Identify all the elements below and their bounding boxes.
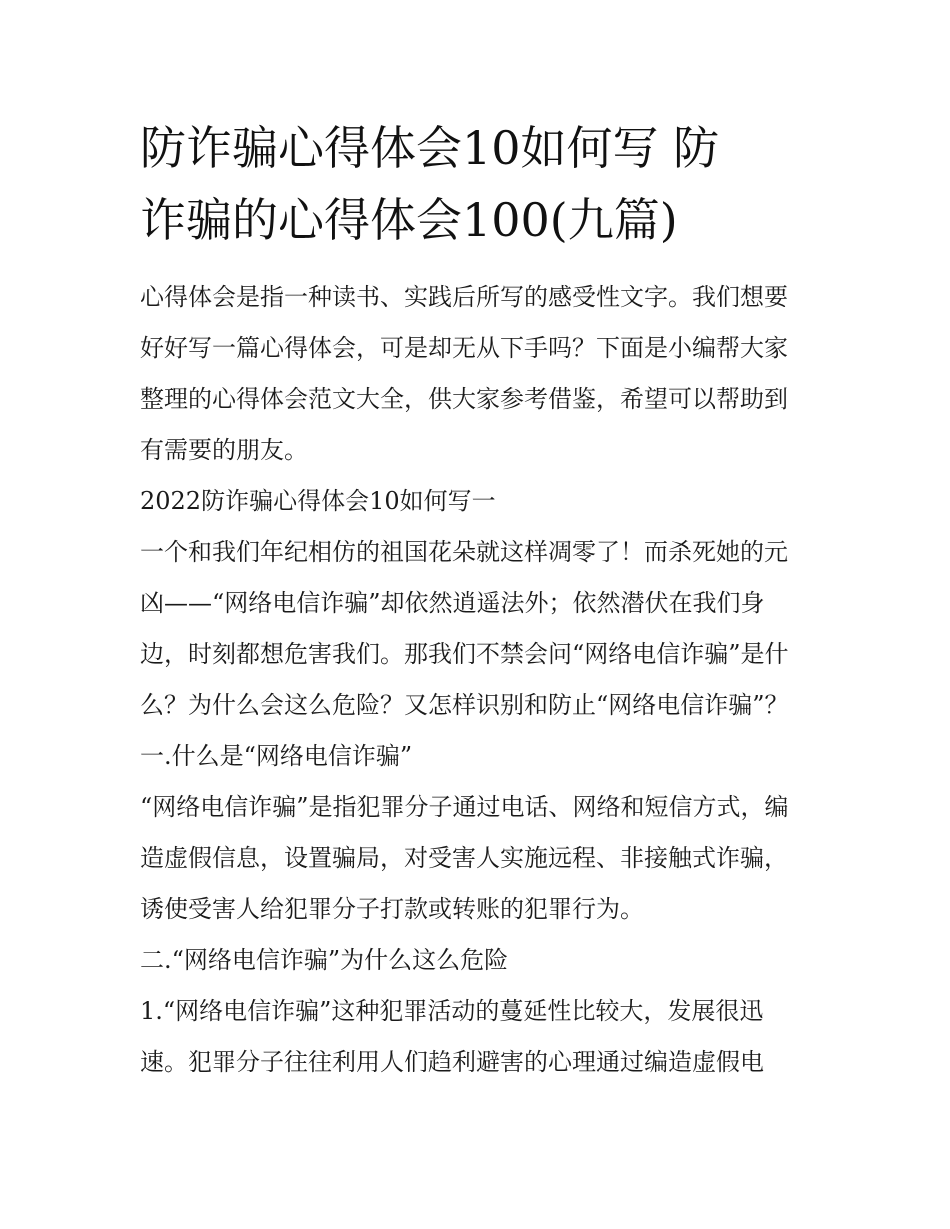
text-line: 有需要的朋友。	[140, 436, 308, 464]
title-line: 防诈骗心得体会10如何写 防	[140, 121, 720, 175]
section-heading: 2022防诈骗心得体会10如何写一	[140, 487, 496, 515]
document-body	[140, 112, 820, 1088]
document-text	[140, 272, 820, 1088]
text-line: 造虚假信息，设置骗局，对受害人实施远程、非接触式诈骗，	[140, 844, 788, 872]
section-heading: 一.什么是“网络电信诈骗”	[140, 742, 413, 770]
text-line: 心得体会是指一种读书、实践后所写的感受性文字。我们想要	[140, 283, 788, 311]
text-line: 整理的心得体会范文大全，供大家参考借鉴，希望可以帮助到	[140, 385, 788, 413]
text-line: 一个和我们年纪相仿的祖国花朵就这样凋零了！而杀死她的元	[140, 538, 788, 566]
text-line: 1.“网络电信诈骗”这种犯罪活动的蔓延性比较大，发展很迅	[140, 997, 764, 1025]
text-line: 好好写一篇心得体会，可是却无从下手吗？下面是小编帮大家	[140, 334, 788, 362]
title-line: 诈骗的心得体会100(九篇)	[140, 193, 678, 247]
document-title	[140, 112, 820, 256]
text-line: “网络电信诈骗”是指犯罪分子通过电话、网络和短信方式，编	[140, 793, 789, 821]
text-line: 边，时刻都想危害我们。那我们不禁会问“网络电信诈骗”是什	[140, 640, 789, 668]
text-line: 凶——“网络电信诈骗”却依然逍遥法外；依然潜伏在我们身	[140, 589, 765, 617]
text-line: 速。犯罪分子往往利用人们趋利避害的心理通过编造虚假电	[140, 1048, 764, 1076]
section-heading: 二.“网络电信诈骗”为什么这么危险	[140, 946, 509, 974]
text-line: 么？为什么会这么危险？又怎样识别和防止“网络电信诈骗”？	[140, 691, 789, 719]
text-line: 诱使受害人给犯罪分子打款或转账的犯罪行为。	[140, 895, 644, 923]
